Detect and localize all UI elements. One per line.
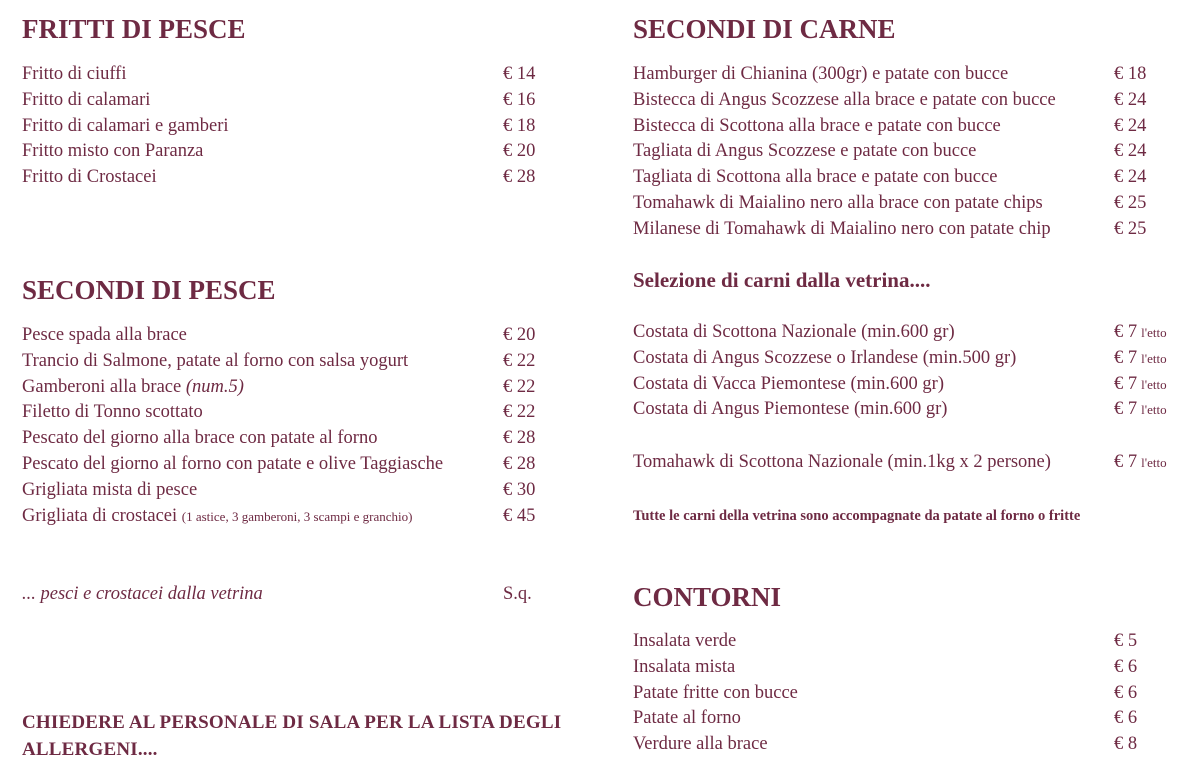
dish-price: € 25: [1114, 192, 1147, 213]
dish-price: € 30: [503, 479, 536, 500]
dish-name: Fritto di calamari e gamberi: [22, 115, 229, 136]
dish-price: € 7 l'etto: [1114, 322, 1167, 342]
dish-name: Tagliata di Scottona alla brace e patate con bucce: [633, 167, 998, 188]
dish-price: € 7 l'etto: [1114, 347, 1167, 368]
dish-name: Fritto di calamari: [22, 89, 151, 110]
dish-price: € 24: [1114, 141, 1147, 162]
dish-price: € 18: [503, 115, 536, 136]
dish-price: € 28: [503, 453, 536, 474]
dish-price: € 22: [503, 350, 536, 371]
price-unit: l'etto: [1141, 402, 1167, 418]
price-unit: l'etto: [1141, 325, 1167, 340]
dish-name: Pescato del giorno alla brace con patate al forno: [22, 428, 378, 449]
dish-price: € 16: [503, 89, 536, 110]
dish-name: Insalata mista: [633, 656, 736, 677]
dish-price: € 24: [1114, 167, 1147, 188]
dish-name: Fritto di ciuffi: [22, 64, 127, 84]
vetrina-pesce-price: S.q.: [503, 584, 532, 604]
dish-detail: (1 astice, 3 gamberoni, 3 scampi e granchio): [181, 508, 413, 524]
section-title-secondi-carne: SECONDI DI CARNE: [633, 14, 896, 44]
dish-price: € 28: [503, 167, 536, 188]
dish-price: € 6: [1114, 708, 1138, 729]
dish-price: € 28: [503, 428, 536, 449]
dish-name: Costata di Scottona Nazionale (min.600 gr): [633, 322, 955, 342]
dish-name: Costata di Angus Piemontese (min.600 gr): [633, 399, 948, 420]
dish-name: Costata di Angus Scozzese o Irlandese (min.500 gr): [633, 347, 1017, 368]
dish-price: € 18: [1114, 64, 1147, 84]
dish-name: Fritto misto con Paranza: [22, 141, 204, 162]
dish-price: € 45: [503, 505, 536, 526]
dish-price: € 20: [503, 325, 536, 345]
price-unit: l'etto: [1141, 350, 1167, 366]
dish-price: € 25: [1114, 218, 1147, 239]
vetrina-carne-note: Tutte le carni della vetrina sono accompagnate da patate al forno o fritte: [633, 508, 1081, 524]
vetrina-pesce-label: ... pesci e crostacei dalla vetrina: [22, 584, 263, 604]
section-title-secondi-pesce: SECONDI DI PESCE: [22, 275, 276, 305]
dish-price: € 20: [503, 141, 536, 162]
dish-note: (num.5): [185, 376, 244, 397]
dish-price: € 7 l'etto: [1114, 452, 1167, 472]
dish-name: Milanese di Tomahawk di Maialino nero con patate chip: [633, 218, 1051, 239]
section-title-fritti: FRITTI DI PESCE: [22, 14, 246, 44]
dish-price: € 6: [1114, 656, 1138, 677]
dish-name: Pescato del giorno al forno con patate e olive Taggiasche: [22, 453, 444, 474]
dish-price: € 6: [1114, 682, 1138, 703]
dish-name: Gamberoni alla brace (num.5): [22, 376, 244, 397]
dish-name: Hamburger di Chianina (300gr) e patate con bucce: [633, 64, 1009, 84]
dish-name: Tomahawk di Maialino nero alla brace con patate chips: [633, 192, 1043, 213]
price-unit: l'etto: [1141, 376, 1167, 392]
dish-name: Fritto di Crostacei: [22, 167, 157, 188]
dish-price: € 22: [503, 402, 536, 423]
dish-name: Pesce spada alla brace: [22, 325, 187, 345]
dish-name: Grigliata mista di pesce: [22, 479, 198, 500]
price-unit: l'etto: [1141, 455, 1167, 470]
dish-name: Grigliata di crostacei (1 astice, 3 gamberoni, 3 scampi e granchio): [22, 505, 413, 526]
dish-name: Patate fritte con bucce: [633, 682, 798, 703]
dish-price: € 24: [1114, 115, 1147, 136]
dish-name: Tomahawk di Scottona Nazionale (min.1kg x 2 persone): [633, 452, 1051, 472]
dish-name: Trancio di Salmone, patate al forno con salsa yogurt: [22, 350, 409, 371]
dish-name: Bistecca di Scottona alla brace e patate con bucce: [633, 115, 1001, 136]
dish-price: € 7 l'etto: [1114, 399, 1167, 420]
dish-name: Filetto di Tonno scottato: [22, 402, 203, 423]
dish-price: € 22: [503, 376, 536, 397]
dish-price: € 7 l'etto: [1114, 373, 1167, 394]
dish-name: Tagliata di Angus Scozzese e patate con bucce: [633, 141, 977, 162]
dish-name: Insalata verde: [633, 631, 737, 651]
dish-price: € 24: [1114, 89, 1147, 110]
dish-name: Verdure alla brace: [633, 734, 768, 755]
dish-price: € 14: [503, 64, 536, 84]
dish-name: Costata di Vacca Piemontese (min.600 gr): [633, 373, 945, 394]
dish-name: Patate al forno: [633, 708, 741, 729]
allergen-notice: CHIEDERE AL PERSONALE DI SALA PER LA LISTA DEGLI ALLERGENI....: [22, 712, 562, 760]
section-title-vetrina-carne: Selezione di carni dalla vetrina....: [633, 268, 931, 292]
section-title-contorni: CONTORNI: [633, 582, 782, 612]
dish-price: € 8: [1114, 734, 1138, 755]
dish-name: Bistecca di Angus Scozzese alla brace e patate con bucce: [633, 89, 1056, 110]
dish-price: € 5: [1114, 631, 1138, 651]
